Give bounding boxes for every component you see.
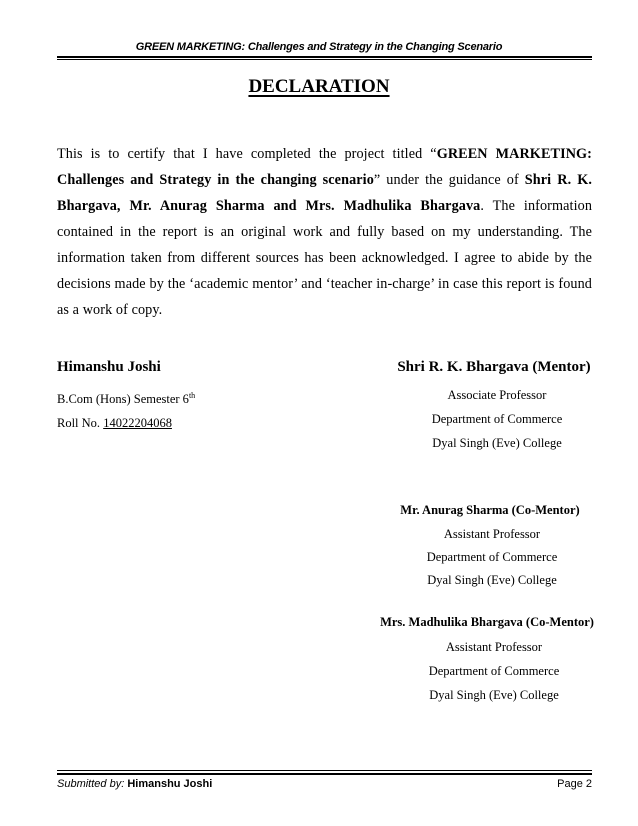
declaration-text-1: This is to certify that I have completed the project titled “ bbox=[57, 146, 437, 162]
mentor-designation: Assistant Professor bbox=[443, 527, 541, 541]
guides-names: Shri R. K. Bhargava, Mr. Anurag Sharma and Mrs. Madhulika Bhargava bbox=[57, 172, 592, 214]
declaration-paragraph bbox=[57, 141, 592, 323]
mentor-name: Mr. Anurag Sharma (Co-Mentor) bbox=[400, 503, 580, 517]
mentor-block-2 bbox=[320, 500, 638, 592]
mentor-college: Dyal Singh (Eve) College bbox=[432, 436, 562, 450]
mentor-department: Department of Commerce bbox=[431, 412, 563, 426]
mentor-name: Shri R. K. Bhargava (Mentor) bbox=[397, 359, 591, 375]
student-course-sup: th bbox=[188, 390, 196, 400]
submitted-label: Submitted by: bbox=[57, 778, 128, 790]
mentor-designation: Associate Professor bbox=[447, 388, 547, 402]
mentor-designation: Assistant Professor bbox=[445, 640, 543, 654]
mentor-department: Department of Commerce bbox=[426, 550, 558, 564]
footer-rule bbox=[57, 773, 592, 775]
roll-label: Roll No. bbox=[57, 416, 104, 430]
mentor-name: Mrs. Madhulika Bhargava (Co-Mentor) bbox=[380, 615, 594, 629]
submitted-name: Himanshu Joshi bbox=[127, 778, 213, 790]
roll-number: 14022204068 bbox=[103, 416, 172, 430]
page-title bbox=[0, 76, 638, 98]
declaration-text-3: . The information contained in the report is an original work and fully based on my understanding. The information taken from different sources has been acknowledged. I agree to abide by the decisions made by the ‘academic mentor’ and ‘teacher in-charge’ in case this report is found as a work of copy. bbox=[57, 198, 593, 318]
student-roll bbox=[57, 411, 317, 435]
running-header: GREEN MARKETING: Challenges and Strategy in the Changing Scenario bbox=[135, 41, 503, 53]
mentor-block-1 bbox=[320, 357, 638, 455]
footer-submitted-by bbox=[57, 778, 212, 790]
declaration-text-2: ” under the guidance of bbox=[373, 172, 525, 188]
header-rule-thin bbox=[57, 59, 592, 60]
footer-rule-thin bbox=[57, 770, 592, 771]
mentor-college: Dyal Singh (Eve) College bbox=[427, 573, 557, 587]
mentor-department: Department of Commerce bbox=[428, 664, 560, 678]
student-course bbox=[57, 387, 317, 411]
project-title: GREEN MARKETING: Challenges and Strategy in the changing scenario bbox=[57, 146, 593, 188]
student-block bbox=[57, 357, 317, 435]
page-title-text: DECLARATION bbox=[248, 76, 390, 97]
mentor-block-3 bbox=[320, 612, 638, 707]
header-rule bbox=[57, 56, 592, 58]
mentor-college: Dyal Singh (Eve) College bbox=[429, 688, 559, 702]
page-number: Page 2 bbox=[557, 778, 592, 790]
student-course-text: B.Com (Hons) Semester 6 bbox=[57, 392, 189, 406]
student-name: Himanshu Joshi bbox=[57, 359, 161, 375]
